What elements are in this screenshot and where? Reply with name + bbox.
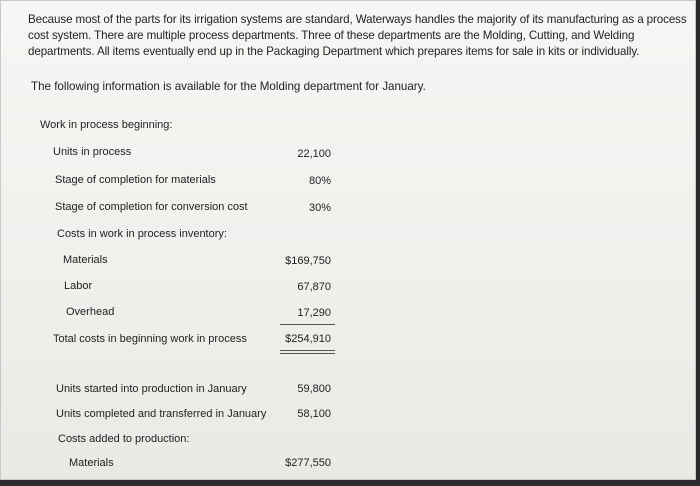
paragraph-line: departments. All items eventually end up in the Packaging Department which prepares items for sale in kits or individually. xyxy=(28,45,640,58)
paragraph-line: cost system. There are multiple process departments. Three of these departments are the Molding, Cutting, and Welding xyxy=(28,29,635,42)
wip-heading: Work in process beginning: xyxy=(40,119,173,131)
description-paragraph xyxy=(28,12,694,60)
units-completed-value: 58,100 xyxy=(297,408,331,420)
units-started-label: Units started into production in January xyxy=(56,383,247,395)
total-wip-value: $254,910 xyxy=(285,333,331,345)
units-started-value: 59,800 xyxy=(297,383,331,395)
wip-overhead-value: 17,290 xyxy=(297,307,331,319)
units-in-process-label: Units in process xyxy=(53,146,132,158)
wip-materials-value: $169,750 xyxy=(285,255,331,267)
total-wip-label: Total costs in beginning work in process xyxy=(53,333,247,345)
wip-labor-label: Labor xyxy=(64,280,93,292)
total-double-rule-top xyxy=(280,350,335,351)
wip-overhead-label: Overhead xyxy=(66,306,115,318)
units-in-process-value: 22,100 xyxy=(297,148,331,160)
added-materials-value: $277,550 xyxy=(285,457,331,469)
wip-materials-label: Materials xyxy=(63,254,108,266)
conversion-completion-label: Stage of completion for conversion cost xyxy=(55,201,248,213)
wip-costs-heading: Costs in work in process inventory: xyxy=(57,228,227,240)
wip-labor-value: 67,870 xyxy=(297,281,331,293)
intro-text: The following information is available for the Molding department for January. xyxy=(31,80,426,93)
units-completed-label: Units completed and transferred in January xyxy=(56,408,267,420)
materials-completion-value: 80% xyxy=(308,175,331,187)
total-double-rule-bottom xyxy=(280,353,335,354)
paragraph-line: Because most of the parts for its irrigation systems are standard, Waterways handles the majority of its manufacturing as a process xyxy=(28,13,687,26)
costs-added-heading: Costs added to production: xyxy=(58,433,190,445)
subtotal-rule xyxy=(280,324,335,325)
materials-completion-label: Stage of completion for materials xyxy=(55,174,216,186)
added-materials-label: Materials xyxy=(69,457,114,469)
conversion-completion-value: 30% xyxy=(308,202,331,214)
